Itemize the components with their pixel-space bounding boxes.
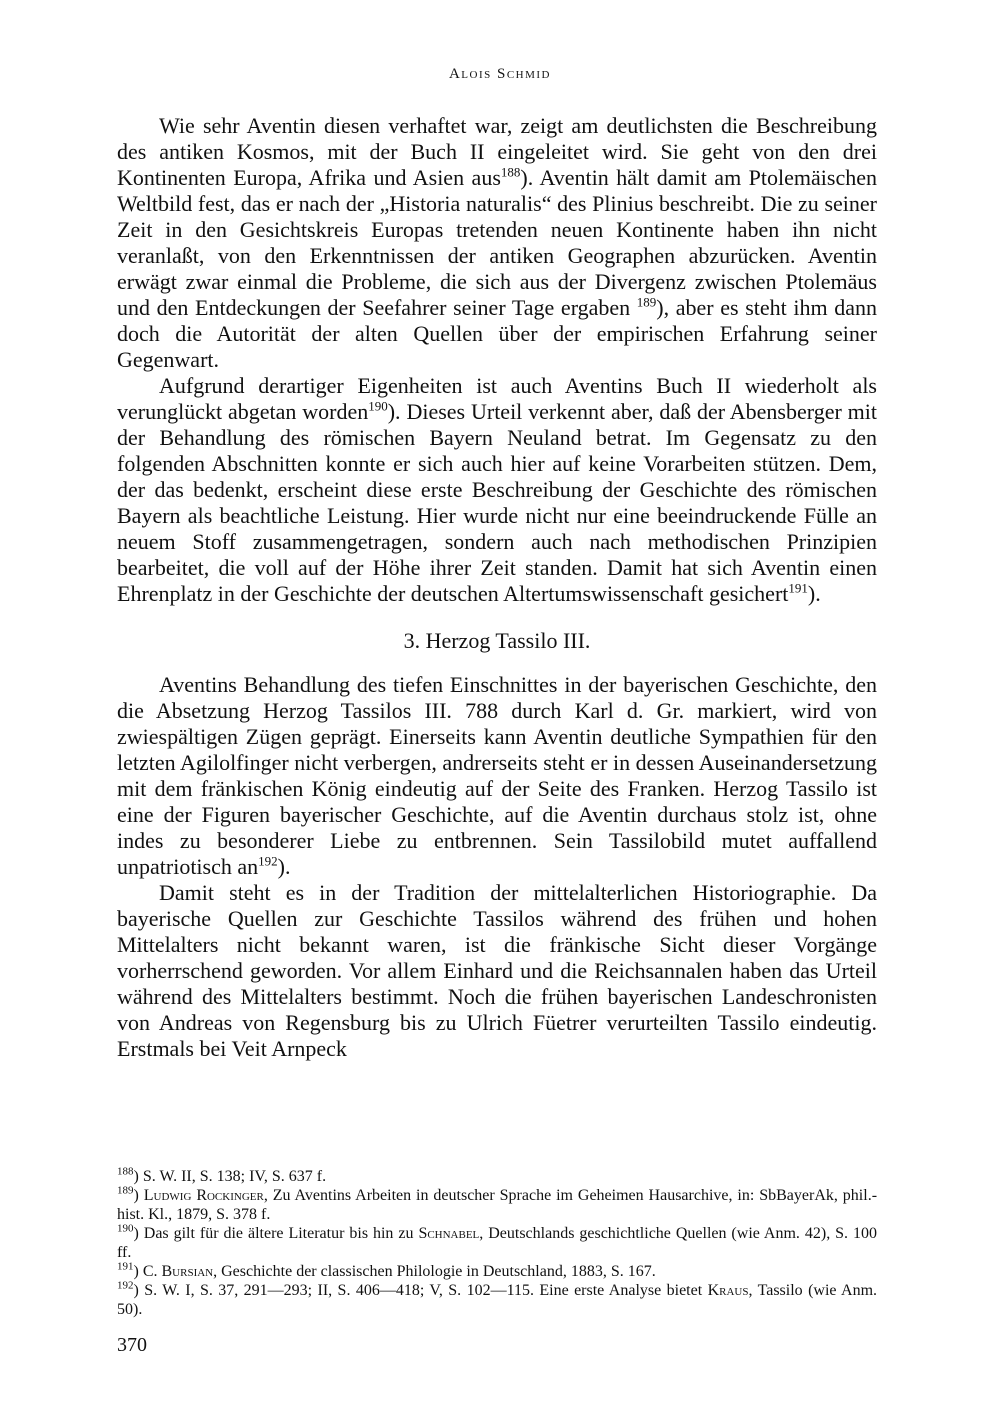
paragraph-text: ). Dieses Urteil verkennt aber, daß der Abensberger mit der Behandlung des römischen Bayern Neuland betrat. Im Gegensatz zu den folgenden Abschnitten konnte er sich auch hier auf keine Vorarbeiten stützen. Dem, der das bedenkt, erscheint diese erste Beschreibung der Geschichte des römischen Bayern als beachtliche Leistung. Hier wurde nicht nur eine beeindruckende Fülle an neuem Stoff zusammengetragen, sondern auch nach methodischen Prinzipien bearbeitet, die voll auf der Höhe ihrer Zeit standen. Damit hat sich Aventin einen Ehrenplatz in der Geschichte der deutschen Altertumswissenschaft gesichert (117, 399, 877, 606)
footnote-text: , Tassilo (wie Anm. 50). (117, 1282, 878, 1318)
footnote-reference: 191 (788, 580, 808, 596)
footnote-text: ) (133, 1187, 144, 1204)
footnote (117, 1224, 877, 1262)
paragraph-text: Wie sehr Aventin diesen verhaftet war, zeigt am deutlichsten die Beschreibung des antiken Kosmos, mit der Buch II eingeleitet wird. Sie geht von den drei Kontinenten Europa, Afrika und Asien aus (117, 113, 877, 190)
footnote-text: ) C. (133, 1263, 162, 1280)
footnote-text: , Geschichte der classischen Philologie in Deutschland, 1883, S. 167. (213, 1263, 656, 1280)
footnote-reference: 192 (258, 853, 278, 869)
body-text (117, 113, 877, 1062)
section-heading: 3. Herzog Tassilo III. (403, 628, 591, 653)
footnote-reference: 190 (368, 398, 388, 414)
paragraph (117, 373, 877, 607)
footnote-number: 190 (117, 1222, 134, 1235)
author-name: Bursian (161, 1263, 214, 1280)
footnote-text: ) S. W. II, S. 138; IV, S. 637 f. (133, 1168, 327, 1185)
author-name: Schnabel (418, 1225, 480, 1242)
footnote (117, 1167, 877, 1186)
footnote-number: 192 (117, 1279, 134, 1292)
paragraph (117, 880, 877, 1062)
footnote-number: 188 (117, 1165, 134, 1178)
paragraph-text: ). Aventin hält damit am Ptolemäischen Weltbild fest, das er nach der „Historia naturalis“ des Plinius beschreibt. Die zu seiner Zeit in den Gesichtskreis Europas tretenden neuen Kontinente haben ihn nicht veranlaßt, von den Erkenntnissen der antiken Geographen abzurücken. Aventin erwägt zwar einmal die Probleme, die sich aus der Divergenz zwischen Ptolemäus und den Entdeckungen der Seefahrer seiner Tage ergaben (117, 165, 877, 320)
section-3-text (117, 672, 877, 1062)
footnote-reference: 189 (636, 294, 657, 310)
paragraph (117, 113, 877, 373)
footnote-text: , Deutschlands geschichtliche Quellen (wie Anm. 42), S. 100 ff. (117, 1225, 877, 1261)
paragraph-text: ). (277, 854, 291, 879)
paragraph-text: ). (807, 581, 821, 606)
section-2-text (117, 113, 877, 607)
paragraph-text: Aufgrund derartiger Eigenheiten ist auch Aventins Buch II wiederholt als verunglückt abgetan worden (117, 373, 877, 424)
footnote (117, 1186, 877, 1224)
footnote-text: ) S. W. I, S. 37, 291—293; II, S. 406—418; V, S. 102—115. Eine erste Analyse bietet (133, 1282, 708, 1299)
footnote-number: 189 (117, 1184, 134, 1197)
paragraph-text: Aventins Behandlung des tiefen Einschnittes in der bayerischen Geschichte, den die Absetzung Herzog Tassilos III. 788 durch Karl d. Gr. markiert, wird von zwiespältigen Zügen geprägt. Einerseits kann Aventin deutliche Sympathien für den letzten Agilolfinger nicht verbergen, andrerseits steht er in dessen Auseinandersetzung mit dem fränkischen König eindeutig auf der Seite des Franken. Herzog Tassilo ist eine der Figuren bayerischer Geschichte, auf die Aventin durchaus stolz ist, ohne indes zu besonderer Liebe zu entbrennen. Sein Tassilobild mutet auffallend unpatriotisch an (117, 672, 877, 879)
author-name: Ludwig Rockinger (143, 1187, 264, 1204)
footnote-text: ) Das gilt für die ältere Literatur bis hin zu (133, 1225, 419, 1242)
author-name: Kraus (707, 1282, 749, 1299)
paragraph-text: ), aber es steht ihm dann doch die Autorität der alten Quellen über der empirischen Erfahrung seiner Gegenwart. (117, 295, 877, 372)
paragraph (117, 672, 877, 880)
running-header: Alois Schmid (448, 66, 552, 82)
footnotes (117, 1167, 877, 1319)
footnote-text: , Zu Aventins Arbeiten in deutscher Sprache im Geheimen Hausarchive, in: SbBayerAk, phil.-hist. Kl., 1879, S. 378 f. (117, 1187, 878, 1223)
page-number: 370 (117, 1334, 147, 1356)
footnote (117, 1281, 877, 1319)
footnote-number: 191 (117, 1260, 134, 1273)
paragraph-text: Damit steht es in der Tradition der mittelalterlichen Historiographie. Da bayerische Quellen zur Geschichte Tassilos während des frühen und hohen Mittelalters nicht bekannt waren, ist die fränkische Sicht dieser Vorgänge vorherrschend geworden. Vor allem Einhard und die Reichsannalen haben das Urteil während des Mittelalters bestimmt. Noch die frühen bayerischen Landeschronisten von Andreas von Regensburg bis zu Ulrich Füetrer verurteilten Tassilo eindeutig. Erstmals bei Veit Arnpeck (117, 880, 877, 1061)
footnote (117, 1262, 877, 1281)
footnote-reference: 188 (500, 164, 521, 180)
